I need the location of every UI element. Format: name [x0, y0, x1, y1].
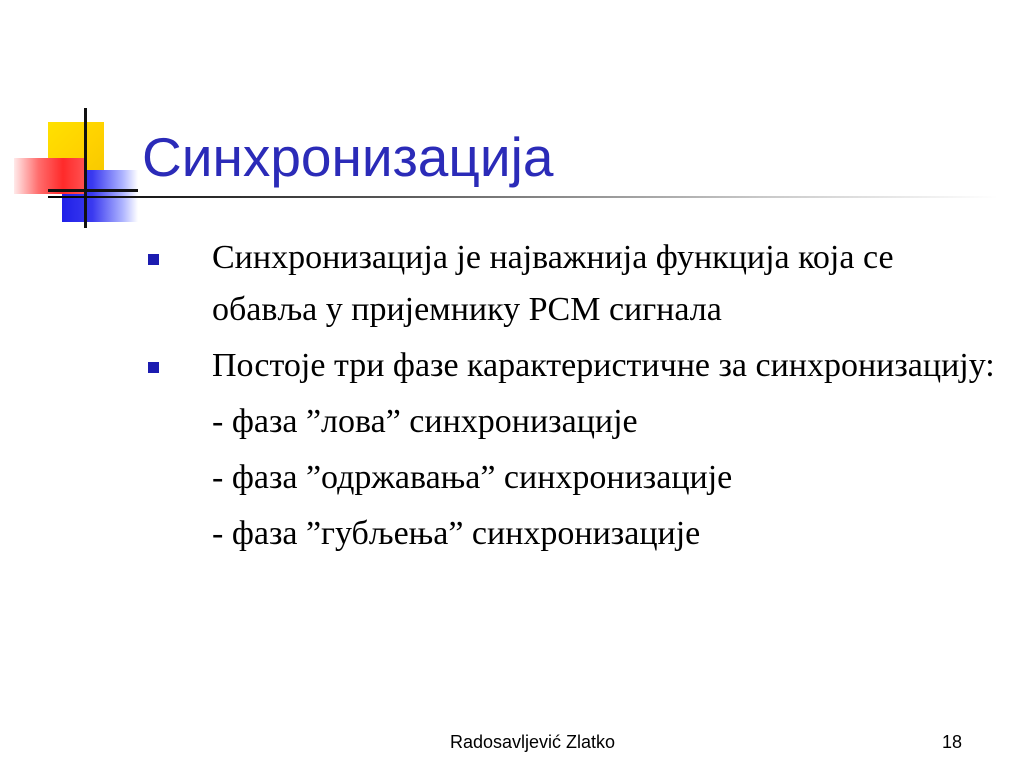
bullet-item [142, 340, 1002, 392]
slide-title: Синхронизација [142, 126, 554, 188]
title-underline-rule [48, 196, 998, 198]
logo-horizontal-line [48, 189, 138, 192]
page-number: 18 [942, 732, 963, 752]
footer-author: Radosavljević Zlatko [450, 732, 616, 752]
bullet-item [142, 232, 1002, 336]
sub-line-hunting-phase: - фаза ”лова” синхронизације [212, 403, 638, 440]
sub-line-maintenance-phase: - фаза ”одржавања” синхронизације [212, 459, 733, 496]
bullet-text: Постоје три фазе карактеристичне за синхронизацију: [212, 347, 995, 384]
bullet-list [142, 232, 1002, 560]
logo-vertical-line [84, 108, 87, 228]
square-bullet-icon [148, 254, 159, 265]
bullet-text: Синхронизација је најважнија функција која се обавља у пријемнику PCM сигнала [212, 239, 894, 328]
sub-line-loss-phase: - фаза ”губљења” синхронизације [212, 515, 701, 552]
square-bullet-icon [148, 362, 159, 373]
